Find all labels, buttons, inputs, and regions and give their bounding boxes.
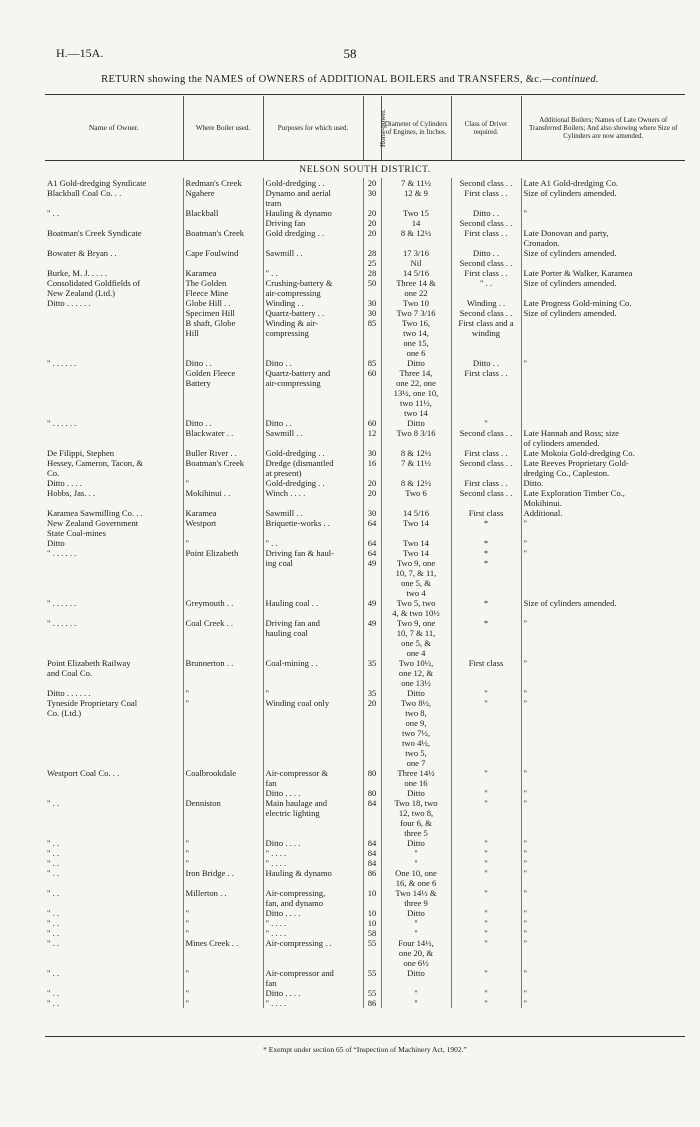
cell-purpose: Hauling coal . .	[263, 598, 363, 618]
cell-driver: Winding . . Second class . . First class and a winding	[451, 298, 521, 358]
cell-additional: Late Donovan and party, Cronadon.	[523, 228, 609, 248]
col-owner: Name of Owner.	[45, 96, 183, 160]
cell-purpose: " . . Driving fan & haul- ing coal	[263, 538, 363, 598]
cell-hp: 35	[363, 658, 381, 688]
cell-diameter: Two 5, two 4, & two 10½	[381, 598, 451, 618]
table-row	[45, 908, 685, 938]
cell-additional: "	[523, 888, 528, 898]
page-title	[56, 74, 644, 85]
cell-owner: Ditto . . . . . . Tyneside Proprietary Coal Co. (Ltd.)	[45, 688, 183, 768]
cell-purpose: Gold dredging . .	[263, 228, 363, 248]
cell-hp: 35 20	[363, 688, 381, 768]
cell-owner: Blackball Coal Co. . .	[45, 188, 183, 208]
table-row	[45, 618, 685, 658]
cell-additional: "	[523, 658, 528, 668]
header-bottom-rule	[45, 160, 685, 161]
table-row	[45, 248, 685, 268]
cell-where: Coalbrookdale	[183, 768, 263, 798]
cell-diameter: " "	[381, 988, 451, 1008]
cell-owner: " . .	[45, 938, 183, 968]
cell-diameter: Two 10½, one 12, & one 13½	[381, 658, 451, 688]
cell-additional: Late Progress Gold-mining Co. Size of cylinders amended.	[523, 298, 632, 318]
cell-additional: " " "	[523, 838, 528, 868]
cell-purpose: Coal-mining . .	[263, 658, 363, 688]
cell-diameter: 17 3/16 Nil	[381, 248, 451, 268]
cell-additional: " "	[523, 538, 528, 558]
cell-diameter: Three 14 & one 22	[381, 278, 451, 298]
cell-diameter: Ditto Two 8 3/16	[381, 418, 451, 448]
cell-driver: First class	[451, 658, 521, 688]
cell-diameter: Two 15 14	[381, 208, 451, 228]
cell-where: Karamea	[183, 268, 263, 278]
cell-purpose: Main haulage and electric lighting	[263, 798, 363, 838]
cell-hp: 55	[363, 938, 381, 968]
cell-purpose: " . .	[263, 268, 363, 278]
cell-purpose: " Winding coal only	[263, 688, 363, 768]
cell-diameter: 14 5/16	[381, 268, 451, 278]
table-row	[45, 688, 685, 768]
cell-additional: Size of cylinders amended.	[523, 598, 617, 608]
cell-owner: " . . . . . .	[45, 358, 183, 418]
cell-where: "	[183, 968, 263, 988]
cell-purpose: Air-compressor and fan	[263, 968, 363, 988]
cell-hp: 50	[363, 278, 381, 298]
table-row	[45, 268, 685, 278]
cell-where: Iron Bridge . .	[183, 868, 263, 888]
cell-owner: Ditto " . . . . . .	[45, 538, 183, 598]
cell-owner: " . . " . .	[45, 988, 183, 1008]
cell-driver: First class . .	[451, 188, 521, 208]
page-number: 58	[343, 46, 357, 61]
cell-diameter: Two 14 Two 14 Two 9, one 10, 7, & 11, one 5, & two 4	[381, 538, 451, 598]
cell-driver: "	[451, 868, 521, 888]
cell-hp: 28 25	[363, 248, 381, 268]
table-row	[45, 298, 685, 358]
cell-additional: "	[523, 208, 528, 218]
cell-hp: 80 80	[363, 768, 381, 798]
cell-diameter: Four 14½, one 20, & one 6½	[381, 938, 451, 968]
cell-owner: " . .	[45, 868, 183, 888]
cell-where: Buller River . . Boatman's Creek " Mokihinui . .	[183, 448, 263, 508]
cell-owner: " . .	[45, 968, 183, 988]
cell-driver: " Second class . .	[451, 418, 521, 448]
cell-where: Karamea Westport	[183, 508, 263, 538]
cell-additional: Size of cylinders amended.	[523, 188, 617, 198]
header-top-rule	[45, 94, 685, 95]
title-text: RETURN showing the NAMES of OWNERS of ADDITIONAL BOILERS and TRANSFERS, &c.	[101, 74, 543, 85]
cell-owner: Westport Coal Co. . .	[45, 768, 183, 798]
table-bottom-rule	[45, 1036, 685, 1037]
cell-driver: Second class . .	[451, 178, 521, 188]
cell-driver: First class *	[451, 508, 521, 538]
cell-purpose: Ditto . . Quartz-battery and air-compressing	[263, 358, 363, 418]
cell-hp: 28	[363, 268, 381, 278]
cell-purpose: Driving fan and hauling coal	[263, 618, 363, 658]
cell-driver: Ditto . . Second class . .	[451, 248, 521, 268]
cell-where: Cape Foulwind	[183, 248, 263, 268]
district-heading: NELSON SOUTH DISTRICT.	[299, 165, 431, 175]
cell-owner: " . .	[45, 888, 183, 908]
cell-driver: *	[451, 618, 521, 658]
cell-where: Coal Creek . .	[183, 618, 263, 658]
table-row	[45, 658, 685, 688]
table-row	[45, 798, 685, 838]
cell-diameter: Two 10 Two 7 3/16 Two 16, two 14, one 15, one 6	[381, 298, 451, 358]
cell-purpose: Air-compressing . .	[263, 938, 363, 968]
table-row	[45, 448, 685, 508]
cell-purpose: Gold-dredging . . Dredge (dismantled at present) Gold-dredging . . Winch . . . .	[263, 448, 363, 508]
footnote: * Exempt under section 65 of “Inspection of Machinery Act, 1902.”	[263, 1045, 467, 1054]
cell-purpose: Crushing-battery & air-compressing	[263, 278, 363, 298]
col-where: Where Boiler used.	[183, 96, 263, 160]
cell-owner: A1 Gold-dredging Syndicate	[45, 178, 183, 188]
col-hp	[363, 96, 387, 160]
cell-driver: *	[451, 598, 521, 618]
cell-diameter: Ditto Three 14, one 22, one 13½, one 10, two 11½, two 14	[381, 358, 451, 418]
table-row	[45, 888, 685, 908]
cell-diameter: 8 & 12½ 7 & 11½ 8 & 12½ Two 6	[381, 448, 451, 508]
cell-diameter: Two 9, one 10, 7 & 11, one 5, & one 4	[381, 618, 451, 658]
cell-driver: First class . . Second class . . First class . . Second class . .	[451, 448, 521, 508]
cell-owner: Boatman's Creek Syndicate	[45, 228, 183, 248]
cell-purpose: Ditto . . . . " . . . . " . . . .	[263, 838, 363, 868]
cell-additional: Late Porter & Walker, Karamea	[523, 268, 633, 278]
cell-hp: 86	[363, 868, 381, 888]
cell-driver: Ditto . . Second class . .	[451, 208, 521, 228]
col-driver: Class of Driver required.	[451, 96, 521, 160]
cell-hp: 30	[363, 188, 381, 208]
cell-additional: Additional. "	[523, 508, 563, 528]
cell-driver: "	[451, 938, 521, 968]
table-body	[45, 178, 685, 1008]
cell-purpose: Sawmill . .	[263, 248, 363, 268]
cell-where: Denniston	[183, 798, 263, 838]
cell-owner: Point Elizabeth Railway and Coal Co.	[45, 658, 183, 688]
cell-additional: " "	[523, 768, 528, 798]
cell-where: Millerton . .	[183, 888, 263, 908]
cell-owner: " . . " . . " . .	[45, 838, 183, 868]
cell-where: Blackball	[183, 208, 263, 228]
cell-additional: " "	[523, 988, 528, 1008]
cell-additional: " "	[523, 688, 528, 708]
cell-driver: " " "	[451, 908, 521, 938]
cell-owner: Bowater & Bryan . .	[45, 248, 183, 268]
cell-where: " Point Elizabeth	[183, 538, 263, 598]
cell-driver: "	[451, 888, 521, 908]
cell-diameter: 14 5/16 Two 14	[381, 508, 451, 538]
cell-hp: 30 64	[363, 508, 381, 538]
table-row	[45, 188, 685, 208]
cell-hp: 49	[363, 618, 381, 658]
cell-owner: " . . . . . .	[45, 618, 183, 658]
cell-additional: Size of cylinders amended.	[523, 248, 617, 258]
cell-hp: 10 10 58	[363, 908, 381, 938]
col-hp-label: Horse-power.	[378, 109, 387, 147]
cell-hp: 64 64 49	[363, 538, 381, 598]
cell-purpose: Ditto . . Sawmill . .	[263, 418, 363, 448]
cell-purpose: Ditto . . . . " . . . .	[263, 988, 363, 1008]
table-row	[45, 278, 685, 298]
cell-where: " " "	[183, 908, 263, 938]
table-row	[45, 178, 685, 188]
cell-hp: 84	[363, 798, 381, 838]
cell-where: Ditto . . Blackwater . .	[183, 418, 263, 448]
cell-where: " "	[183, 988, 263, 1008]
cell-diameter: Ditto Two 8½, two 8, one 9, two 7½, two 4½, two 5, one 7	[381, 688, 451, 768]
table-row	[45, 968, 685, 988]
cell-purpose: Winding . . Quartz-battery . . Winding & air- compressing	[263, 298, 363, 358]
cell-driver: " "	[451, 768, 521, 798]
cell-purpose: Sawmill . . Briquette-works . .	[263, 508, 363, 538]
cell-owner: De Filippi, Stephen Hessey, Cameron, Tacon, & Co. Ditto . . . . Hobbs, Jas. . .	[45, 448, 183, 508]
cell-driver: Ditto . . First class . .	[451, 358, 521, 418]
cell-hp: 55	[363, 968, 381, 988]
cell-driver: "	[451, 968, 521, 988]
cell-owner: " . . . . . .	[45, 418, 183, 448]
cell-additional: " " "	[523, 908, 528, 938]
cell-additional: "	[523, 618, 528, 628]
table-row	[45, 768, 685, 798]
cell-owner: Consolidated Goldfields of New Zealand (Ltd.)	[45, 278, 183, 298]
column-header-row	[45, 96, 685, 160]
cell-driver: " "	[451, 988, 521, 1008]
cell-driver: First class . .	[451, 228, 521, 248]
cell-where: " " "	[183, 838, 263, 868]
table-row	[45, 538, 685, 598]
cell-diameter: 7 & 11½	[381, 178, 451, 188]
table-row	[45, 938, 685, 968]
cell-diameter: Ditto " "	[381, 908, 451, 938]
cell-where: Brunnerton . .	[183, 658, 263, 688]
cell-hp: 30 30 85	[363, 298, 381, 358]
cell-purpose: Ditto . . . . " . . . . " . . . .	[263, 908, 363, 938]
cell-where: Redman's Creek	[183, 178, 263, 188]
cell-driver: "	[451, 798, 521, 838]
cell-hp: 20	[363, 228, 381, 248]
cell-driver: " " "	[451, 838, 521, 868]
cell-where: The Golden Fleece Mine	[183, 278, 263, 298]
table-row	[45, 208, 685, 228]
cell-where: Globe Hill . . Specimen Hill B shaft, Globe Hill	[183, 298, 263, 358]
cell-hp: 60 12	[363, 418, 381, 448]
cell-purpose: Air-compressing, fan, and dynamo	[263, 888, 363, 908]
cell-owner: " . .	[45, 798, 183, 838]
cell-where: Ditto . . Golden Fleece Battery	[183, 358, 263, 418]
cell-where: Greymouth . .	[183, 598, 263, 618]
table-row	[45, 868, 685, 888]
table-row	[45, 598, 685, 618]
cell-additional: "	[523, 938, 528, 948]
cell-additional: Late Hannah and Ross; size of cylinders amended.	[523, 428, 619, 448]
cell-purpose: Gold-dredging . .	[263, 178, 363, 188]
cell-where: Ngahere	[183, 188, 263, 208]
cell-hp: 30 16 20 20	[363, 448, 381, 508]
cell-diameter: One 10, one 16, & one 6	[381, 868, 451, 888]
cell-driver: " "	[451, 688, 521, 768]
cell-diameter: 8 & 12½	[381, 228, 451, 248]
cell-diameter: Ditto " "	[381, 838, 451, 868]
cell-where: Mines Creek . .	[183, 938, 263, 968]
cell-driver: First class . .	[451, 268, 521, 278]
page-header	[56, 46, 644, 64]
cell-purpose: Dynamo and aerial tram	[263, 188, 363, 208]
cell-additional: "	[523, 358, 528, 368]
cell-hp: 55 86	[363, 988, 381, 1008]
col-diameter: Diameter of Cylinders of Engines, in Inches.	[381, 96, 451, 160]
cell-additional: "	[523, 968, 528, 978]
cell-diameter: Ditto	[381, 968, 451, 988]
cell-where: " "	[183, 688, 263, 768]
cell-purpose: Hauling & dynamo	[263, 868, 363, 888]
column-header-table	[45, 96, 685, 160]
cell-purpose: Air-compressor & fan Ditto . . . .	[263, 768, 363, 798]
cell-hp: 49	[363, 598, 381, 618]
cell-where: Boatman's Creek	[183, 228, 263, 248]
report-code: H.—15A.	[56, 46, 104, 60]
cell-additional: Late A1 Gold-dredging Co.	[523, 178, 619, 188]
cell-hp: 20 20	[363, 208, 381, 228]
cell-diameter: Three 14½ one 16 Ditto	[381, 768, 451, 798]
cell-diameter: Two 18, two 12, two 8, four 6, & three 5	[381, 798, 451, 838]
cell-additional: "	[523, 868, 528, 878]
cell-additional: Size of cylinders amended.	[523, 278, 617, 288]
cell-owner: Ditto . . . . . .	[45, 298, 183, 358]
table-row	[45, 228, 685, 248]
cell-hp: 85 60	[363, 358, 381, 418]
table-row	[45, 508, 685, 538]
col-additional: Additional Boilers; Names of Late Owners of Transferred Boilers; And also showing where Size of Cylinders are now amended.	[529, 115, 678, 141]
cell-hp: 84 84 84	[363, 838, 381, 868]
cell-driver: * * *	[451, 538, 521, 598]
title-continued: —continued.	[542, 74, 599, 85]
cell-diameter: 12 & 9	[381, 188, 451, 208]
boiler-table	[45, 178, 685, 1008]
cell-owner: Burke, M. J. . . . .	[45, 268, 183, 278]
table-row	[45, 838, 685, 868]
cell-owner: " . . " . . " . .	[45, 908, 183, 938]
cell-driver: " . .	[451, 278, 521, 298]
cell-owner: Karamea Sawmilling Co. . . New Zealand Government State Coal-mines	[45, 508, 183, 538]
table-row	[45, 418, 685, 448]
cell-additional: "	[523, 798, 528, 808]
cell-purpose: Hauling & dynamo Driving fan	[263, 208, 363, 228]
cell-diameter: Two 14½ & three 9	[381, 888, 451, 908]
col-purpose: Purposes for which used.	[263, 96, 363, 160]
cell-additional: Late Mokoia Gold-dredging Co. Late Reeves Proprietary Gold- dredging Co., Capleston. Ditto. Late Exploration Timber Co., Mokihinui.	[523, 448, 635, 508]
cell-owner: " . .	[45, 208, 183, 228]
cell-hp: 10	[363, 888, 381, 908]
table-row	[45, 988, 685, 1008]
table-row	[45, 358, 685, 418]
cell-hp: 20	[363, 178, 381, 188]
cell-owner: " . . . . . .	[45, 598, 183, 618]
